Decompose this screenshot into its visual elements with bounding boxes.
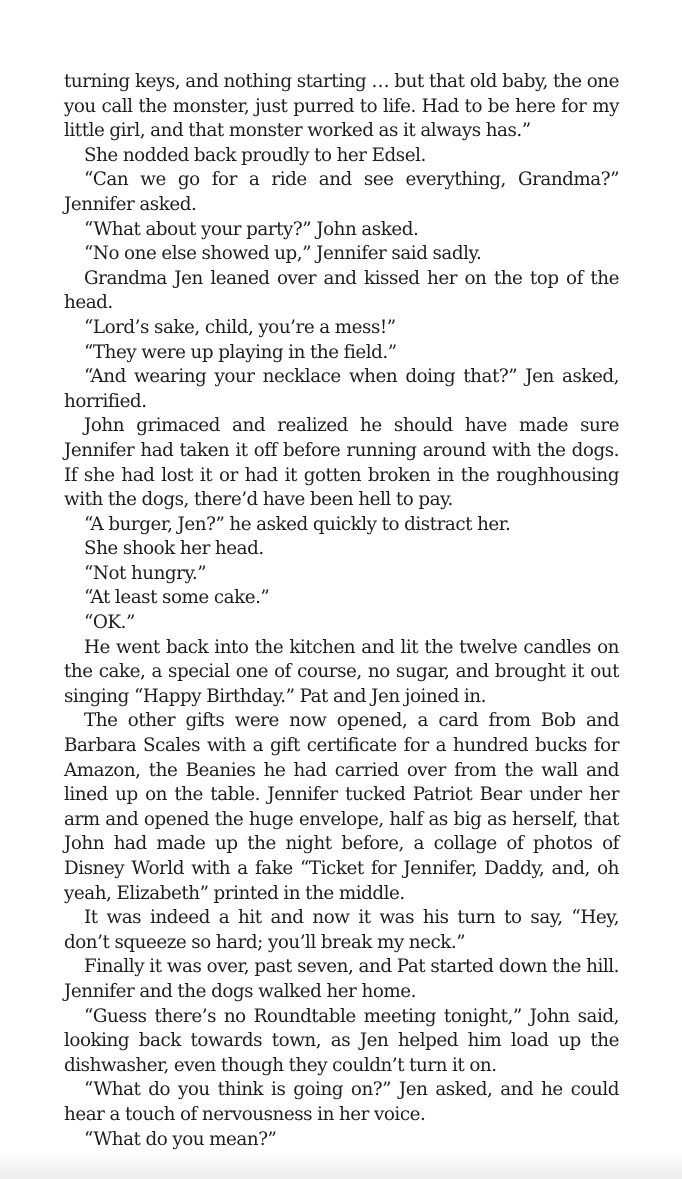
bottom-edge-shadow [0, 1153, 682, 1179]
paragraph: “No one else showed up,” Jennifer said sadly. [84, 243, 482, 265]
paragraph: “At least some cake.” [84, 587, 270, 609]
paragraph: He went back into the kitchen and lit the twelve candles on the cake, a special one of course, no sugar, and brought it out singing “Happy Birthday.” Pat and Jen joined in. [64, 636, 619, 707]
page-text [64, 70, 619, 1152]
paragraph: “Guess there’s no Roundtable meeting tonight,” John said, looking back towards town, as Jen helped him load up the dishwasher, even though they couldn’t turn it on. [64, 1005, 619, 1076]
paragraph: John grimaced and realized he should have made sure Jennifer had taken it off before running around with the dogs. If she had lost it or had it gotten broken in the roughhousing with the dogs, there’d have been hell to pay. [64, 415, 619, 511]
paragraph: “Not hungry.” [84, 562, 207, 584]
paragraph: “Lord’s sake, child, you’re a mess!” [84, 316, 396, 338]
paragraph: The other gifts were now opened, a card from Bob and Barbara Scales with a gift certificate for a hundred bucks for Amazon, the Beanies he had carried over from the wall and lined up on the table. Jennifer tucked Patriot Bear under her arm and opened the huge envelope, half as big as herself, that John had made up the night before, a collage of photos of Disney World with a fake “Ticket for Jennifer, Daddy, and, oh yeah, Elizabeth” printed in the middle. [64, 710, 619, 904]
paragraph: “A burger, Jen?” he asked quickly to distract her. [84, 513, 511, 535]
paragraph: “And wearing your necklace when doing that?” Jen asked, horrified. [64, 366, 619, 412]
paragraph: Grandma Jen leaned over and kissed her on the top of the head. [64, 267, 619, 314]
paragraph: “What do you mean?” [84, 1128, 277, 1150]
paragraph: “What about your party?” John asked. [84, 218, 419, 240]
paragraph: “Can we go for a ride and see everything, Grandma?” Jennifer asked. [64, 169, 619, 215]
paragraph: It was indeed a hit and now it was his turn to say, “Hey, don’t squeeze so hard; you’ll break my neck.” [64, 907, 619, 953]
paragraph: Finally it was over, past seven, and Pat started down the hill. Jennifer and the dogs walked her home. [64, 956, 619, 1002]
paragraph: She shook her head. [84, 538, 264, 560]
paragraph: “They were up playing in the field.” [84, 341, 397, 363]
paragraph: turning keys, and nothing starting … but that old baby, the one you call the monster, just purred to life. Had to be here for my little girl, and that monster worked as it always has.” [64, 71, 619, 142]
paragraph: “What do you think is going on?” Jen asked, and he could hear a touch of nervousness in her voice. [64, 1079, 619, 1125]
paragraph: “OK.” [84, 612, 135, 634]
paragraph: She nodded back proudly to her Edsel. [84, 144, 426, 166]
